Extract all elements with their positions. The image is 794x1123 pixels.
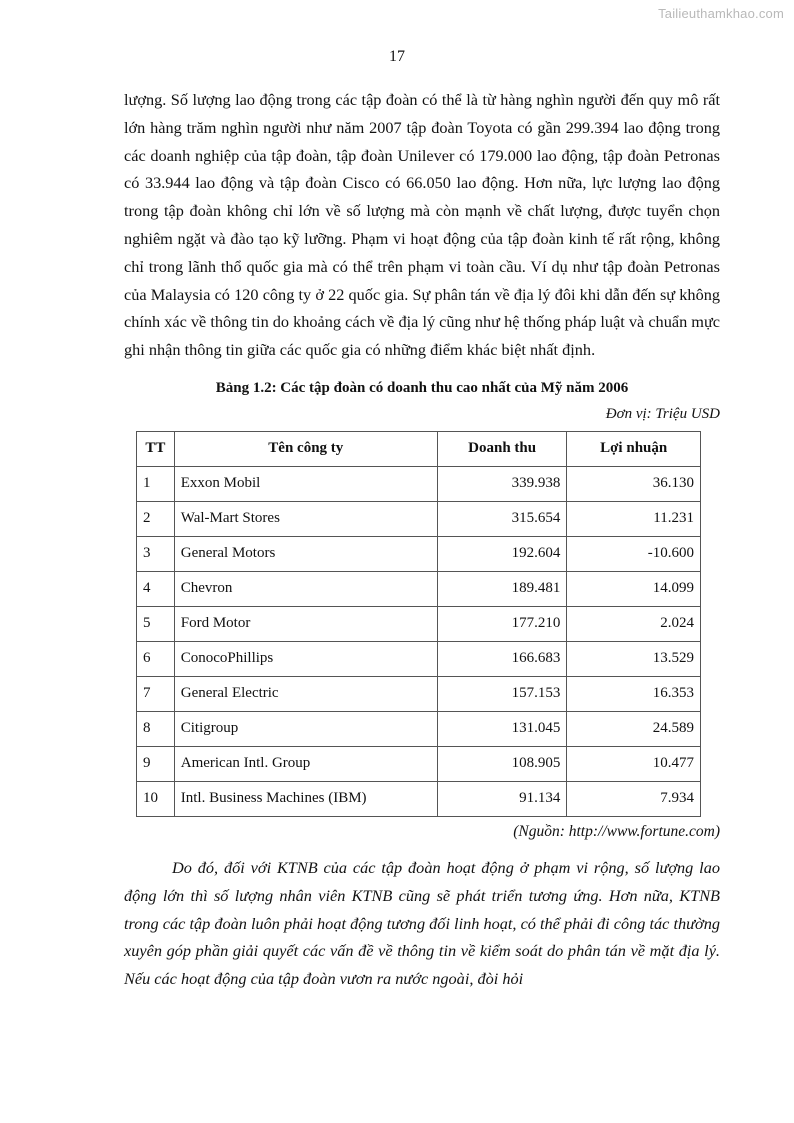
watermark: Tailieuthamkhao.com: [658, 6, 784, 21]
cell-tt: 8: [137, 711, 175, 746]
cell-tt: 6: [137, 641, 175, 676]
cell-revenue: 189.481: [437, 571, 567, 606]
cell-company-name: ConocoPhillips: [174, 641, 437, 676]
cell-company-name: Wal-Mart Stores: [174, 501, 437, 536]
table-row: [137, 641, 701, 676]
revenue-table: [136, 431, 701, 817]
cell-company-name: General Electric: [174, 676, 437, 711]
table-row: [137, 571, 701, 606]
table-row: [137, 781, 701, 816]
cell-tt: 5: [137, 606, 175, 641]
table-row: [137, 711, 701, 746]
cell-profit: 14.099: [567, 571, 701, 606]
table-row: [137, 606, 701, 641]
table-unit: Đơn vị: Triệu USD: [605, 405, 720, 422]
cell-profit: 10.477: [567, 746, 701, 781]
table-row: [137, 466, 701, 501]
cell-revenue: 108.905: [437, 746, 567, 781]
cell-tt: 2: [137, 501, 175, 536]
cell-revenue: 157.153: [437, 676, 567, 711]
header-company-name: Tên công ty: [174, 431, 437, 466]
header-revenue: Doanh thu: [437, 431, 567, 466]
cell-company-name: Citigroup: [174, 711, 437, 746]
cell-profit: 16.353: [567, 676, 701, 711]
cell-company-name: Chevron: [174, 571, 437, 606]
cell-revenue: 166.683: [437, 641, 567, 676]
cell-tt: 10: [137, 781, 175, 816]
cell-profit: 2.024: [567, 606, 701, 641]
cell-tt: 9: [137, 746, 175, 781]
header-profit: Lợi nhuận: [567, 431, 701, 466]
cell-company-name: American Intl. Group: [174, 746, 437, 781]
cell-revenue: 177.210: [437, 606, 567, 641]
cell-profit: 24.589: [567, 711, 701, 746]
cell-company-name: Exxon Mobil: [174, 466, 437, 501]
cell-revenue: 192.604: [437, 536, 567, 571]
cell-profit: 36.130: [567, 466, 701, 501]
table-row: [137, 746, 701, 781]
cell-company-name: General Motors: [174, 536, 437, 571]
cell-company-name: Ford Motor: [174, 606, 437, 641]
body-paragraph-italic: Do đó, đối với KTNB của các tập đoàn hoạt động ở phạm vi rộng, số lượng lao động lớn thì số lượng nhân viên KTNB cũng sẽ phát triển tương ứng. Hơn nữa, KTNB trong các tập đoàn luôn phải hoạt động tương đối linh hoạt, có thể phải đi công tác thường xuyên góp phần giải quyết các vấn đề về thông tin về kiểm soát do phân tán về mặt địa lý. Nếu các hoạt động của tập đoàn vươn ra nước ngoài, đòi hỏi: [124, 857, 720, 989]
header-tt: TT: [137, 431, 175, 466]
cell-revenue: 315.654: [437, 501, 567, 536]
body-paragraph: lượng. Số lượng lao động trong các tập đoàn có thể là từ hàng nghìn người đến quy mô rất lớn hàng trăm nghìn người như năm 2007 tập đoàn Toyota có gần 299.394 lao động trong các doanh nghiệp của tập đoàn, tập đoàn Unilever có 179.000 lao động, tập đoàn Petronas có 33.944 lao động và tập đoàn Cisco có 66.050 lao động. Hơn nữa, lực lượng lao động trong tập đoàn không chỉ lớn về số lượng mà còn mạnh về chất lượng, được tuyển chọn nghiêm ngặt và đào tạo kỹ lưỡng. Phạm vi hoạt động của tập đoàn kinh tế rất rộng, không chỉ trong lãnh thổ quốc gia mà có thể trên phạm vi toàn cầu. Ví dụ như tập đoàn Petronas của Malaysia có 120 công ty ở 22 quốc gia. Sự phân tán về địa lý đôi khi dẫn đến sự không chính xác về thông tin do khoảng cách về địa lý cũng như hệ thống pháp luật và chuẩn mực ghi nhận thông tin giữa các quốc gia có những điểm khác biệt nhất định.: [124, 90, 720, 360]
cell-revenue: 339.938: [437, 466, 567, 501]
cell-tt: 3: [137, 536, 175, 571]
table-row: [137, 676, 701, 711]
cell-profit: 11.231: [567, 501, 701, 536]
cell-tt: 4: [137, 571, 175, 606]
cell-revenue: 91.134: [437, 781, 567, 816]
table-title: Bảng 1.2: Các tập đoàn có doanh thu cao nhất của Mỹ năm 2006: [215, 379, 629, 396]
cell-tt: 7: [137, 676, 175, 711]
cell-profit: -10.600: [567, 536, 701, 571]
table-row: [137, 536, 701, 571]
table-source: (Nguồn: http://www.fortune.com): [513, 822, 720, 840]
page-number: 17: [389, 48, 405, 65]
table-header-row: [137, 431, 701, 466]
page-content: [124, 86, 720, 993]
cell-company-name: Intl. Business Machines (IBM): [174, 781, 437, 816]
cell-profit: 7.934: [567, 781, 701, 816]
cell-tt: 1: [137, 466, 175, 501]
cell-profit: 13.529: [567, 641, 701, 676]
cell-revenue: 131.045: [437, 711, 567, 746]
table-row: [137, 501, 701, 536]
